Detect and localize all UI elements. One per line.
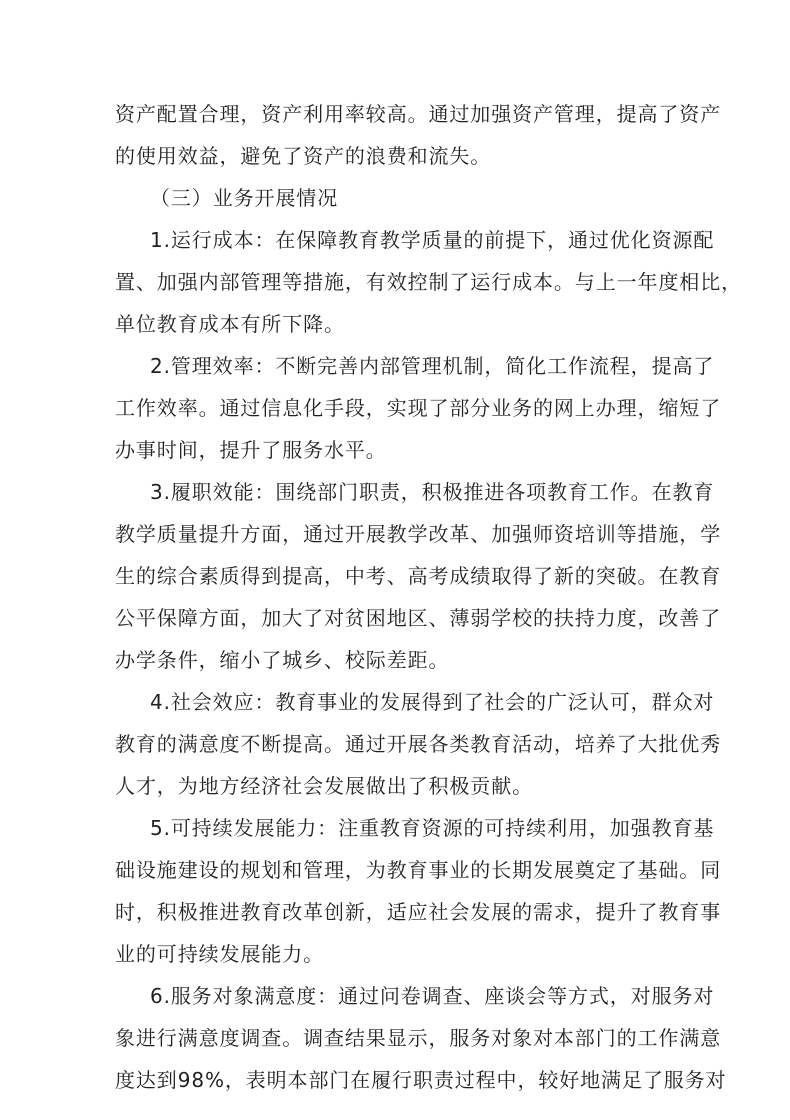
paragraph-start-line: 2.管理效率：不断完善内部管理机制，简化工作流程，提高了	[150, 354, 715, 378]
text-line: 的使用效益，避免了资产的浪费和流失。	[115, 144, 492, 168]
section-heading: （三）业务开展情况	[150, 186, 339, 210]
text-line: 时，积极推进教育改革创新，适应社会发展的需求，提升了教育事	[115, 900, 722, 924]
text-line: 础设施建设的规划和管理，为教育事业的长期发展奠定了基础。同	[115, 858, 722, 882]
text-line: 单位教育成本有所下降。	[115, 312, 345, 336]
text-line: 办事时间，提升了服务水平。	[115, 438, 387, 462]
paragraph-start-line: 5.可持续发展能力：注重教育资源的可持续利用，加强教育基	[150, 816, 715, 840]
text-line: 人才，为地方经济社会发展做出了积极贡献。	[115, 774, 533, 798]
text-line: 办学条件，缩小了城乡、校际差距。	[115, 648, 450, 672]
text-line: 象进行满意度调查。调查结果显示，服务对象对本部门的工作满意	[115, 1026, 722, 1050]
paragraph-start-line: 6.服务对象满意度：通过问卷调查、座谈会等方式，对服务对	[150, 984, 715, 1008]
text-line: 生的综合素质得到提高，中考、高考成绩取得了新的突破。在教育	[115, 564, 722, 588]
text-line: 资产配置合理，资产利用率较高。通过加强资产管理，提高了资产	[115, 102, 722, 126]
text-line: 公平保障方面，加大了对贫困地区、薄弱学校的扶持力度，改善了	[115, 606, 722, 630]
text-line: 业的可持续发展能力。	[115, 942, 324, 966]
text-line: 度达到98%，表明本部门在履行职责过程中，较好地满足了服务对	[115, 1068, 727, 1092]
paragraph-start-line: 1.运行成本：在保障教育教学质量的前提下，通过优化资源配	[150, 228, 715, 252]
paragraph-start-line: 3.履职效能：围绕部门职责，积极推进各项教育工作。在教育	[150, 480, 715, 504]
text-line: 教学质量提升方面，通过开展教学改革、加强师资培训等措施，学	[115, 522, 722, 546]
paragraph-start-line: 4.社会效应：教育事业的发展得到了社会的广泛认可，群众对	[150, 690, 715, 714]
text-line: 教育的满意度不断提高。通过开展各类教育活动，培养了大批优秀	[115, 732, 722, 756]
text-line: 置、加强内部管理等措施，有效控制了运行成本。与上一年度相比，	[115, 270, 742, 294]
text-line: 工作效率。通过信息化手段，实现了部分业务的网上办理，缩短了	[115, 396, 722, 420]
